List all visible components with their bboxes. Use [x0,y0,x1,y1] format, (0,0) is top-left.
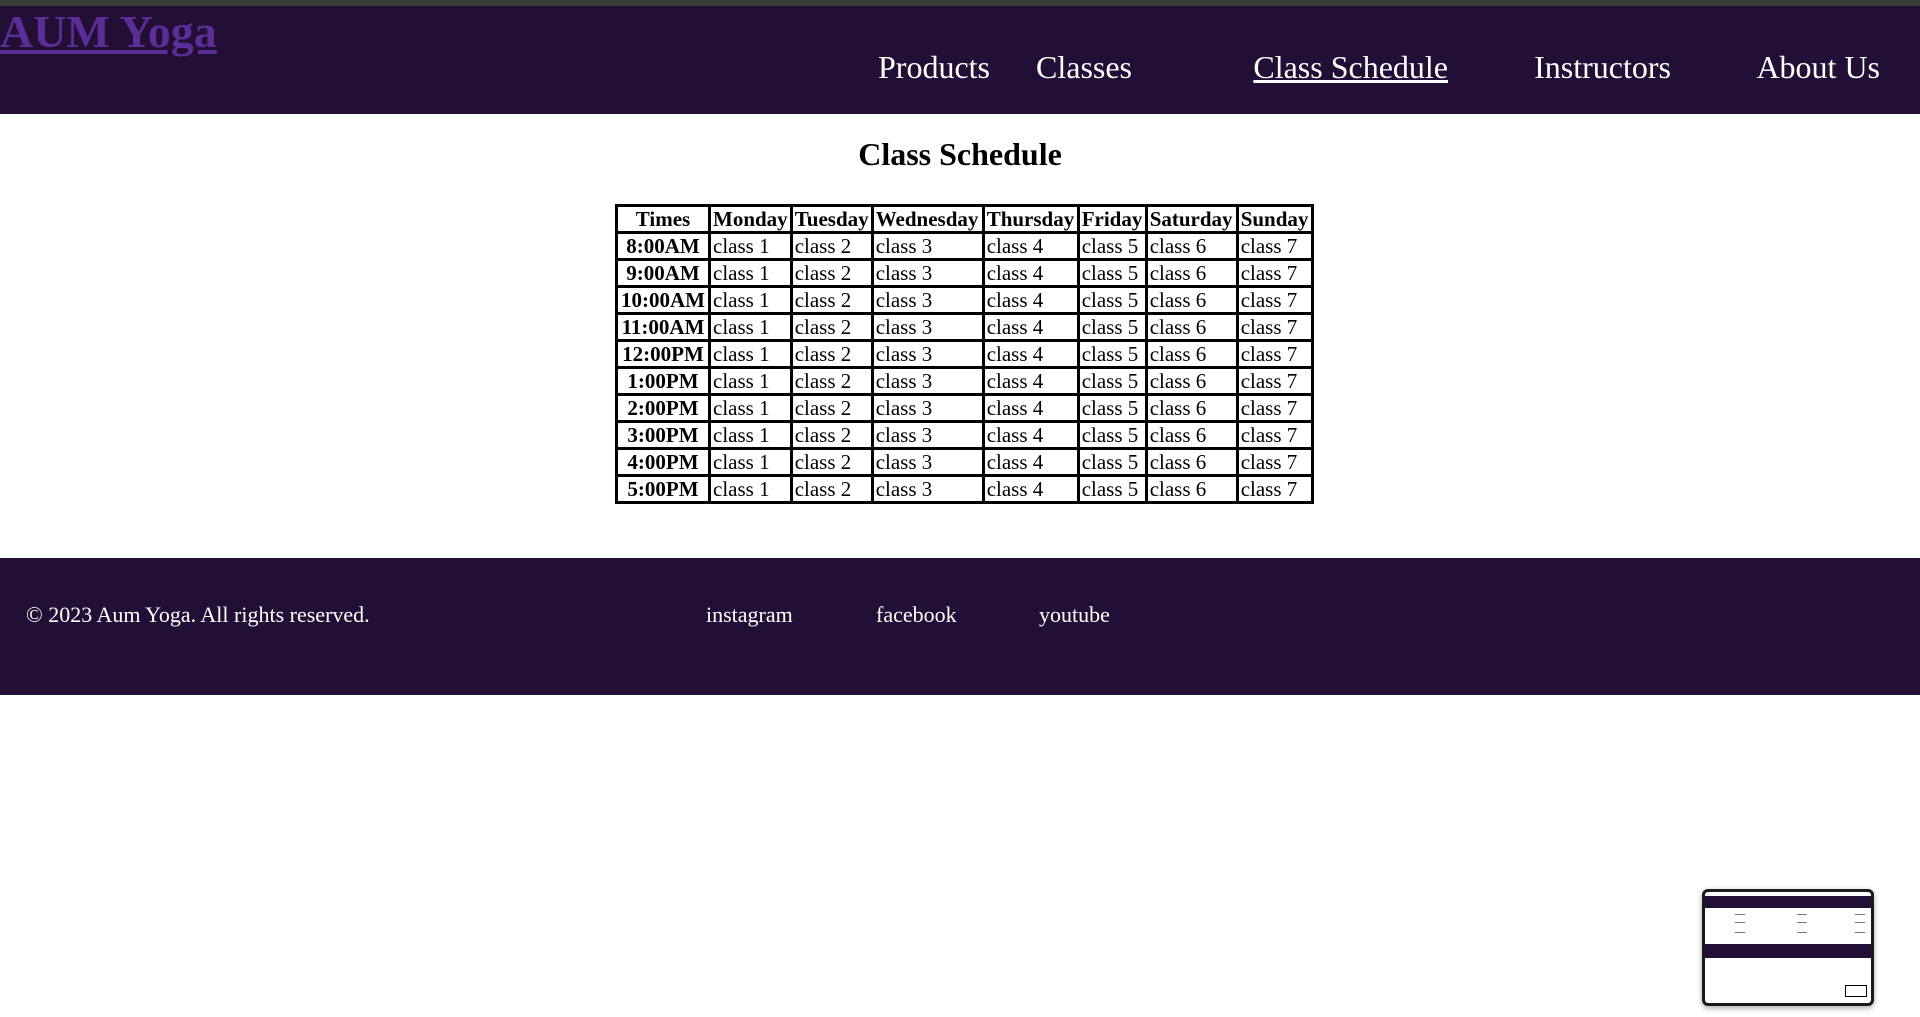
class-cell: class 2 [791,395,872,422]
class-cell: class 4 [983,422,1078,449]
class-cell: class 1 [710,260,792,287]
table-row [617,422,1313,449]
table-row [617,395,1313,422]
header-sunday: Sunday [1237,206,1312,233]
class-cell: class 1 [710,287,792,314]
class-cell: class 7 [1237,314,1312,341]
class-cell: class 1 [710,233,792,260]
site-logo-link[interactable]: AUM Yoga [0,6,217,57]
class-cell: class 3 [872,368,983,395]
class-cell: class 4 [983,368,1078,395]
class-cell: class 5 [1078,233,1146,260]
table-row [617,368,1313,395]
table-row [617,449,1313,476]
header-times: Times [617,206,710,233]
class-cell: class 5 [1078,314,1146,341]
class-cell: class 6 [1146,260,1237,287]
class-cell: class 1 [710,449,792,476]
class-cell: class 5 [1078,368,1146,395]
class-cell: class 1 [710,422,792,449]
class-cell: class 3 [872,233,983,260]
preview-line [1735,914,1745,915]
class-cell: class 6 [1146,449,1237,476]
nav-about-us[interactable]: About Us [1756,49,1880,85]
class-cell: class 5 [1078,422,1146,449]
site-footer [0,558,1920,695]
header-thursday: Thursday [983,206,1078,233]
class-cell: class 4 [983,260,1078,287]
preview-line [1855,922,1865,923]
class-cell: class 5 [1078,287,1146,314]
class-cell: class 2 [791,449,872,476]
class-cell: class 6 [1146,341,1237,368]
facebook-link[interactable]: facebook [876,602,957,627]
page-title: Class Schedule [858,136,1062,172]
header-monday: Monday [710,206,792,233]
class-cell: class 2 [791,260,872,287]
class-cell: class 5 [1078,341,1146,368]
time-cell: 12:00PM [617,341,710,368]
class-cell: class 7 [1237,233,1312,260]
copyright-text: © 2023 Aum Yoga. All rights reserved. [26,602,370,627]
table-row [617,260,1313,287]
class-cell: class 3 [872,422,983,449]
class-cell: class 3 [872,287,983,314]
time-cell: 9:00AM [617,260,710,287]
nav-classes[interactable]: Classes [1036,49,1132,85]
class-cell: class 6 [1146,287,1237,314]
class-cell: class 3 [872,260,983,287]
table-row [617,287,1313,314]
class-cell: class 6 [1146,476,1237,503]
class-cell: class 1 [710,368,792,395]
class-cell: class 2 [791,233,872,260]
class-cell: class 4 [983,395,1078,422]
class-cell: class 2 [791,422,872,449]
window-preview-thumbnail[interactable] [1702,889,1874,1006]
class-cell: class 1 [710,341,792,368]
class-cell: class 7 [1237,341,1312,368]
class-cell: class 6 [1146,422,1237,449]
schedule-header-row [617,206,1313,233]
class-cell: class 2 [791,314,872,341]
class-cell: class 6 [1146,368,1237,395]
class-cell: class 3 [872,395,983,422]
class-cell: class 6 [1146,395,1237,422]
class-cell: class 7 [1237,287,1312,314]
table-row [617,233,1313,260]
preview-box [1845,985,1867,997]
table-row [617,314,1313,341]
class-cell: class 4 [983,314,1078,341]
header-wednesday: Wednesday [872,206,983,233]
instagram-link[interactable]: instagram [706,602,793,627]
youtube-link[interactable]: youtube [1039,602,1110,627]
class-cell: class 7 [1237,449,1312,476]
preview-line [1735,932,1745,933]
nav-class-schedule[interactable]: Class Schedule [1253,49,1448,85]
time-cell: 8:00AM [617,233,710,260]
time-cell: 4:00PM [617,449,710,476]
class-cell: class 2 [791,341,872,368]
time-cell: 3:00PM [617,422,710,449]
preview-header [1705,896,1871,908]
class-cell: class 1 [710,395,792,422]
class-cell: class 1 [710,476,792,503]
class-cell: class 2 [791,476,872,503]
time-cell: 1:00PM [617,368,710,395]
table-row [617,476,1313,503]
site-header [0,6,1920,114]
class-cell: class 1 [710,314,792,341]
class-cell: class 7 [1237,476,1312,503]
header-friday: Friday [1078,206,1146,233]
class-cell: class 5 [1078,260,1146,287]
class-cell: class 7 [1237,368,1312,395]
class-cell: class 4 [983,341,1078,368]
class-cell: class 7 [1237,395,1312,422]
time-cell: 10:00AM [617,287,710,314]
preview-line [1735,922,1745,923]
class-cell: class 4 [983,233,1078,260]
class-cell: class 5 [1078,395,1146,422]
table-row [617,341,1313,368]
preview-line [1797,922,1807,923]
class-cell: class 7 [1237,422,1312,449]
preview-line [1855,932,1865,933]
class-cell: class 2 [791,368,872,395]
time-cell: 11:00AM [617,314,710,341]
schedule-table [615,204,1314,504]
time-cell: 2:00PM [617,395,710,422]
class-cell: class 5 [1078,449,1146,476]
class-cell: class 5 [1078,476,1146,503]
class-cell: class 3 [872,449,983,476]
class-cell: class 3 [872,341,983,368]
preview-line [1855,914,1865,915]
class-cell: class 4 [983,449,1078,476]
class-cell: class 6 [1146,233,1237,260]
preview-line [1797,914,1807,915]
header-saturday: Saturday [1146,206,1237,233]
class-cell: class 7 [1237,260,1312,287]
nav-instructors[interactable]: Instructors [1534,49,1671,85]
preview-footer [1705,944,1871,958]
header-tuesday: Tuesday [791,206,872,233]
class-cell: class 3 [872,476,983,503]
class-cell: class 6 [1146,314,1237,341]
class-cell: class 2 [791,287,872,314]
preview-line [1797,932,1807,933]
time-cell: 5:00PM [617,476,710,503]
nav-products[interactable]: Products [878,49,990,85]
class-cell: class 4 [983,476,1078,503]
class-cell: class 4 [983,287,1078,314]
class-cell: class 3 [872,314,983,341]
